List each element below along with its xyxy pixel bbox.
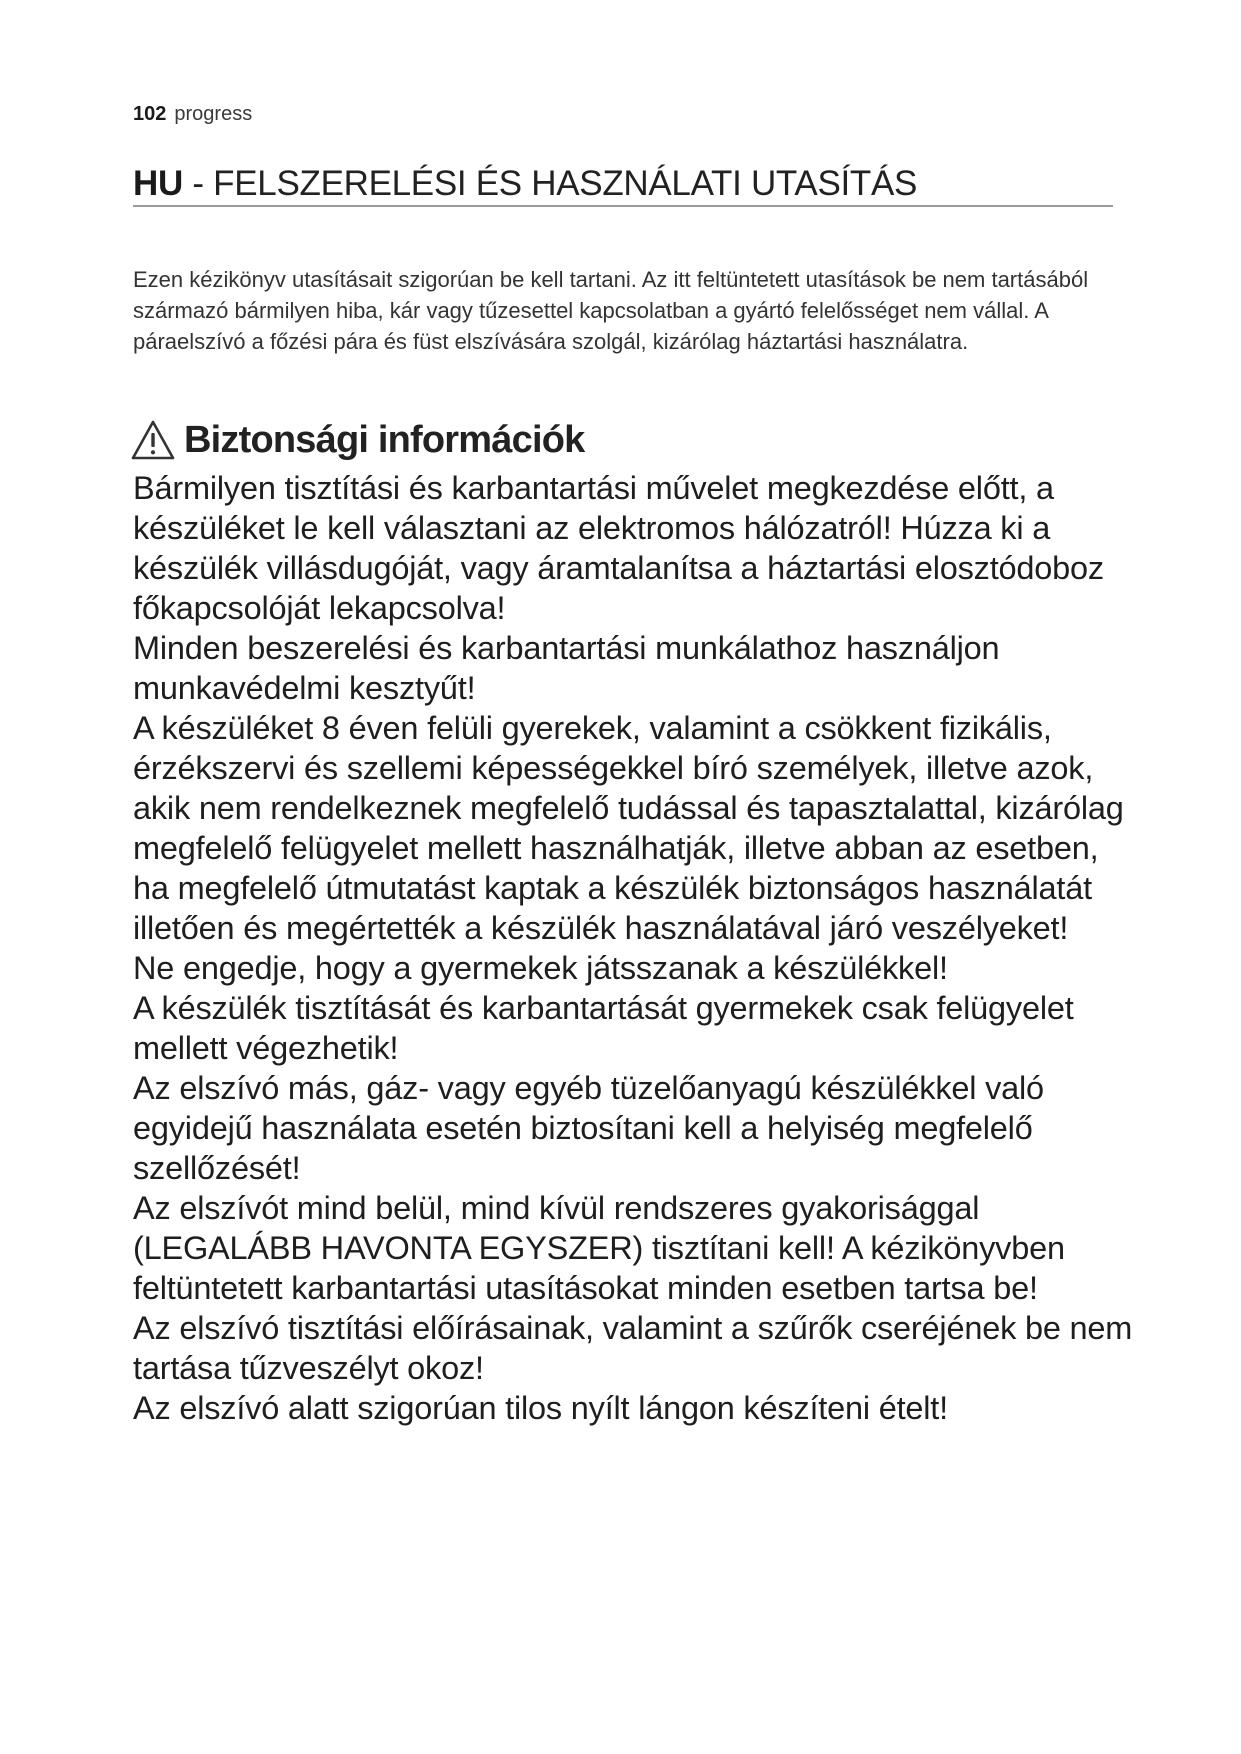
safety-paragraph: Minden beszerelési és karbantartási munkálathoz használjon munkavédelmi kesztyűt! <box>133 630 1000 706</box>
intro-paragraph: Ezen kézikönyv utasításait szigorúan be kell tartani. Az itt feltüntetett utasítások be nem tartásából származó bármilyen hiba, kár vagy tűzesettel kapcsolatban a gyártó felelősséget nem vállal. A páraelszívó a főzési pára és füst elszívására szolgál, kizárólag háztartási használatra. <box>133 267 1089 354</box>
warning-triangle-icon <box>130 419 176 461</box>
safety-paragraph: A készülék tisztítását és karbantartását gyermekek csak felügyelet mellett végezhetik! <box>133 990 1074 1066</box>
page-number: 102 <box>133 103 167 125</box>
safety-instructions <box>133 468 1133 1428</box>
safety-paragraph: Az elszívó alatt szigorúan tilos nyílt lángon készíteni ételt! <box>133 1390 948 1426</box>
safety-paragraph: Az elszívó más, gáz- vagy egyéb tüzelőanyagú készülékkel való egyidejű használata esetén biztosítani kell a helyiség megfelelő szellőzését! <box>133 1070 1044 1186</box>
page-header <box>133 100 252 128</box>
safety-paragraph: Ne engedje, hogy a gyermekek játsszanak a készülékkel! <box>133 950 948 986</box>
safety-paragraph: Bármilyen tisztítási és karbantartási művelet megkezdése előtt, a készüléket le kell választani az elektromos hálózatról! Húzza ki a készülék villásdugóját, vagy áramtalanítsa a háztartási elosztódoboz főkapcsolóját lekapcsolva! <box>133 470 1104 626</box>
safety-paragraph: Az elszívó tisztítási előírásainak, valamint a szűrők cseréjének be nem tartása tűzveszélyt okoz! <box>133 1310 1133 1386</box>
brand-name: progress <box>174 103 253 125</box>
safety-paragraph: A készüléket 8 éven felüli gyerekek, valamint a csökkent fizikális, érzékszervi és szellemi képességekkel bíró személyek, illetve azok, akik nem rendelkeznek megfelelő tudással és tapasztalattal, kizárólag megfelelő felügyelet mellett használhatják, illetve abban az esetben, ha megfelelő útmutatást kaptak a készülék biztonságos használatát illetően és megértették a készülék használatával járó veszélyeket! <box>133 710 1124 946</box>
title-divider <box>133 205 1113 207</box>
document-title <box>133 162 1113 206</box>
language-code: HU <box>133 164 183 203</box>
safety-section-heading <box>130 415 584 465</box>
document-title-text: - FELSZERELÉSI ÉS HASZNÁLATI UTASÍTÁS <box>182 164 918 203</box>
safety-paragraph: Az elszívót mind belül, mind kívül rendszeres gyakorisággal (LEGALÁBB HAVONTA EGYSZER) tisztítani kell! A kézikönyvben feltüntetett karbantartási utasításokat minden esetben tartsa be! <box>133 1190 1065 1306</box>
safety-heading: Biztonsági információk <box>184 418 585 461</box>
